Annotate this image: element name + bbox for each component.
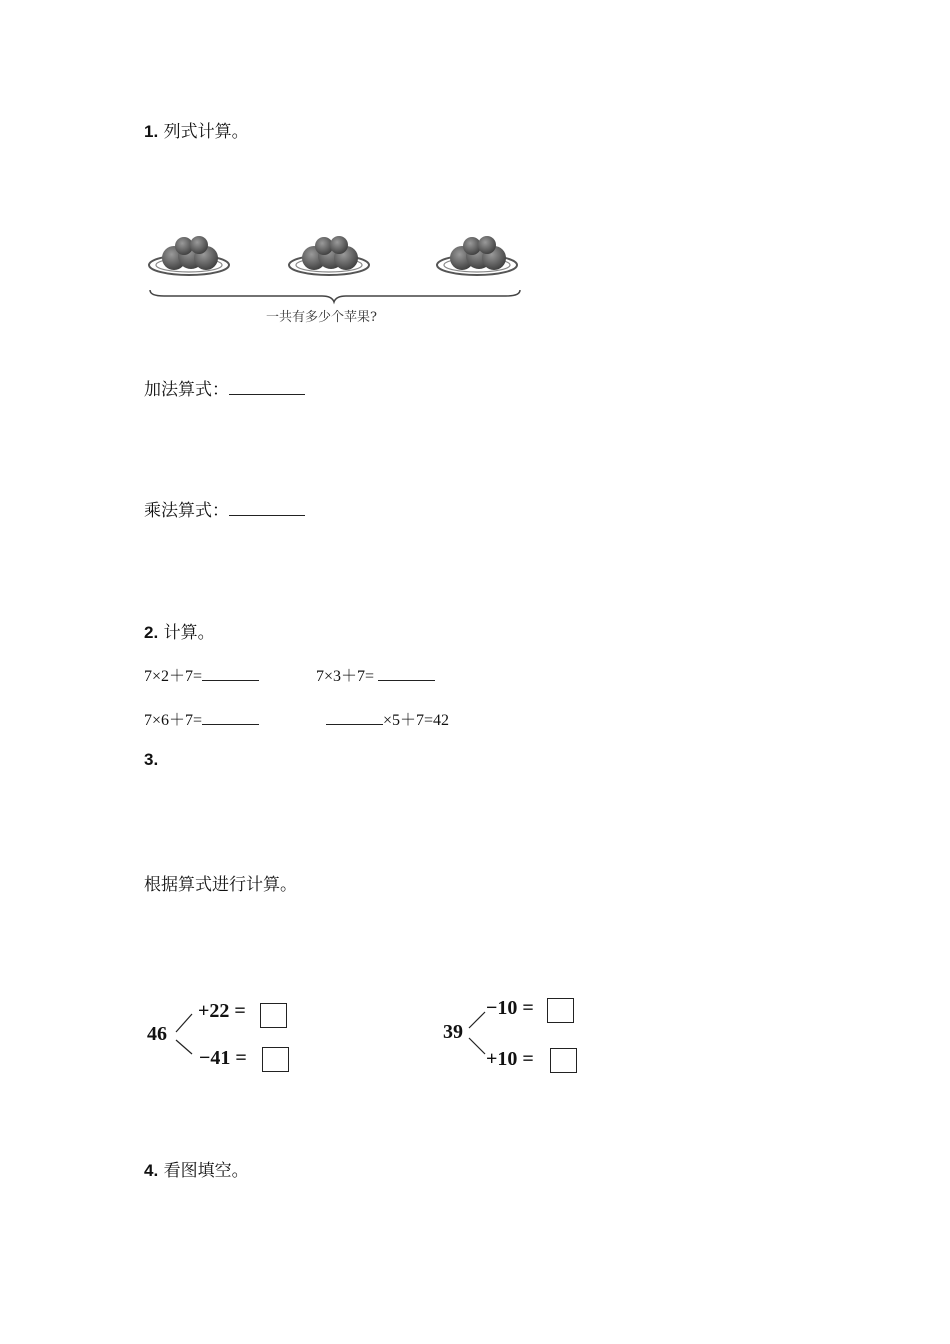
q1-number: 1. [144,122,159,141]
calc-item-4-expr: ×5＋7=42 [383,712,450,729]
calc-item-1 [144,663,259,686]
apples-illustration [144,232,534,332]
right-top-answer-box[interactable] [547,998,574,1023]
q4-heading [144,1156,249,1181]
left-base-number: 46 [147,1023,167,1045]
left-bottom-answer-box[interactable] [262,1047,289,1072]
left-branch-lines [172,1010,196,1058]
q3-number: 3. [144,750,159,769]
calc-item-3-blank[interactable] [202,710,259,725]
q1-heading [144,117,249,142]
left-top-answer-box[interactable] [260,1003,287,1028]
q4-title: 看图填空。 [163,1161,249,1181]
calc-item-4 [326,707,449,730]
calc-item-3 [144,707,259,730]
plate-group-2 [289,236,369,275]
plate-group-3 [437,236,517,275]
right-top-operation: −10 = [486,997,534,1019]
calc-item-1-expr: 7×2＋7= [144,668,203,685]
right-bottom-operation: +10 = [486,1048,534,1070]
multiplication-answer-blank[interactable] [229,501,305,516]
q2-heading [144,618,215,643]
q4-number: 4. [144,1161,159,1180]
multiplication-row [144,496,305,521]
calc-item-3-expr: 7×6＋7= [144,712,203,729]
apples-caption: 一共有多少个苹果? [266,310,377,325]
calc-item-2-blank[interactable] [378,666,435,681]
q3-heading [144,750,158,770]
calc-item-2-expr: 7×3＋7= [316,668,379,685]
calc-item-1-blank[interactable] [202,666,259,681]
calc-item-2 [316,663,435,686]
right-base-number: 39 [443,1021,463,1043]
left-bottom-operation: −41 = [199,1047,247,1069]
left-top-operation: +22 = [198,1000,246,1022]
plate-group-1 [149,236,229,275]
q1-title: 列式计算。 [163,122,249,142]
addition-label: 加法算式： [144,380,229,400]
calc-item-4-blank[interactable] [326,710,383,725]
brace [150,290,520,302]
q2-number: 2. [144,623,159,642]
addition-row [144,375,305,400]
multiplication-label: 乘法算式： [144,501,229,521]
right-bottom-answer-box[interactable] [550,1048,577,1073]
q3-instruction: 根据算式进行计算。 [144,875,297,895]
q2-title: 计算。 [163,623,215,643]
addition-answer-blank[interactable] [229,380,305,395]
